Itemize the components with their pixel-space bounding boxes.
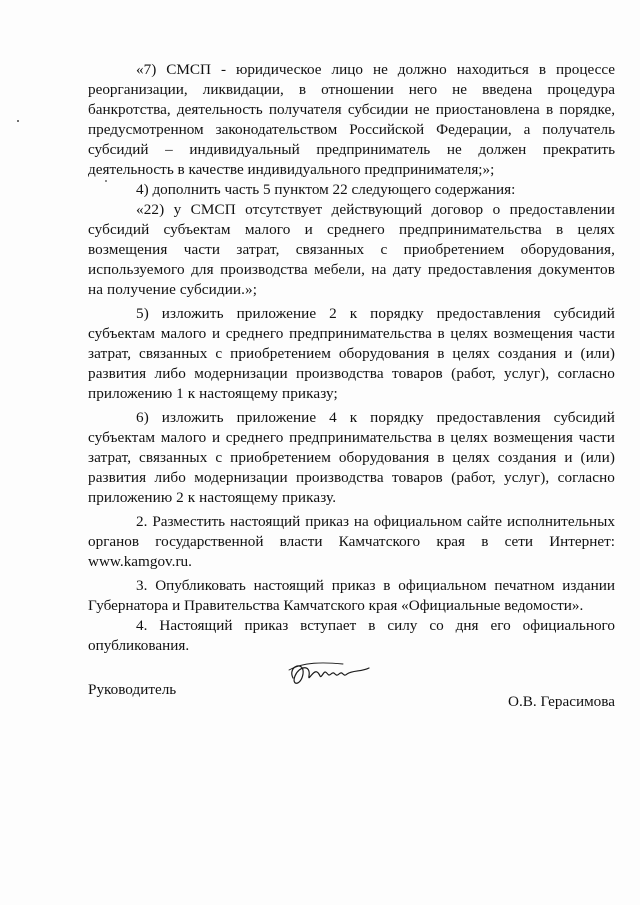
paragraph-item-7: «7) СМСП - юридическое лицо не должно находиться в процессе реорганизации, ликвидации, в отношении него не введена процедура банкротства, деятельность получателя субсидии не приостановлена в порядке, предусмотренном законодательством Российской Федерации, а получатель субсидий – индивидуальный предприниматель не должен прекратить деятельность в качестве индивидуального предпринимателя;»; — [88, 61, 615, 178]
paragraph-point-6: 6) изложить приложение 4 к порядку предоставления субсидий субъектам малого и среднего предпринимательства в целях возмещения части затрат, связанных с приобретением оборудования в целях создания и (или) развития либо модернизации производства товаров (работ, услуг), согласно приложению 2 к настоящему приказу. — [88, 409, 615, 506]
signer-name: О.В. Герасимова — [508, 693, 615, 710]
document-body — [88, 60, 615, 656]
paragraph-clause-2: 2. Разместить настоящий приказ на официальном сайте исполнительных органов государственной власти Камчатского края в сети Интернет: www.kamgov.ru. — [88, 513, 615, 570]
signer-role: Руководитель — [88, 681, 177, 698]
signature-block — [88, 656, 615, 716]
paragraph-point-4: 4) дополнить часть 5 пунктом 22 следующего содержания: — [136, 181, 516, 198]
paragraph-item-22: «22) у СМСП отсутствует действующий договор о предоставлении субсидий субъектам малого и среднего предпринимательства в целях возмещения части затрат, связанных с приобретением оборудования, используемого для производства мебели, на дату предоставления документов на получение субсидии.»; — [88, 201, 615, 298]
scan-speck — [17, 120, 19, 122]
paragraph-clause-3: 3. Опубликовать настоящий приказ в официальном печатном издании Губернатора и Правительства Камчатского края «Официальные ведомости». — [88, 577, 615, 614]
handwritten-signature — [283, 656, 373, 696]
paragraph-point-5: 5) изложить приложение 2 к порядку предоставления субсидий субъектам малого и среднего предпринимательства в целях возмещения части затрат, связанных с приобретением оборудования в целях создания и (или) развития либо модернизации производства товаров (работ, услуг), согласно приложению 1 к настоящему приказу; — [88, 305, 615, 402]
paragraph-clause-4: 4. Настоящий приказ вступает в силу со дня его официального опубликования. — [88, 617, 615, 654]
